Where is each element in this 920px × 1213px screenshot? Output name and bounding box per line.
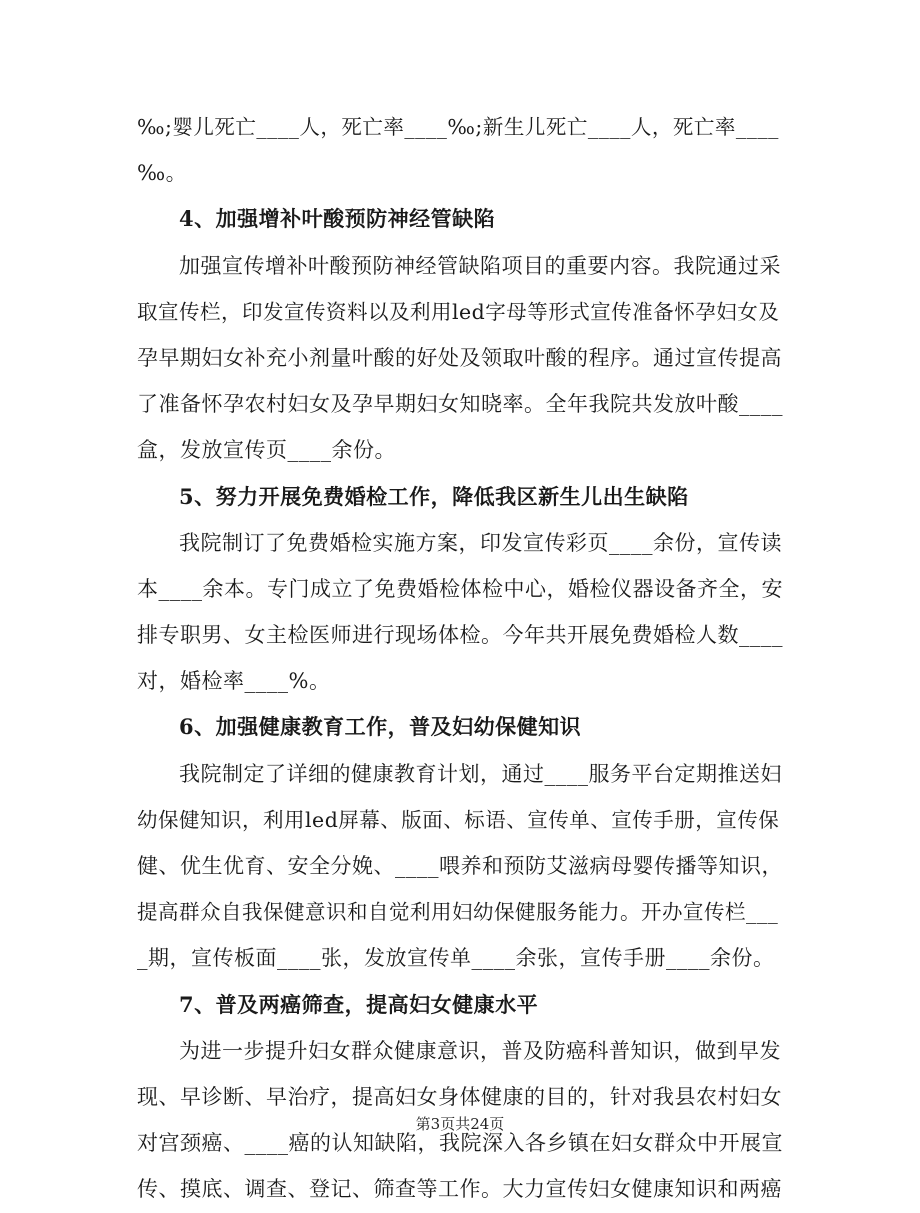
- document-body: [137, 104, 787, 1213]
- paragraph-line: 健、优生优育、安全分娩、____喂养和预防艾滋病母婴传播等知识，: [137, 854, 783, 878]
- paragraph-line: 我院制订了免费婚检实施方案，印发宣传彩页____余份，宣传读: [179, 530, 782, 555]
- paragraph-line: 孕早期妇女补充小剂量叶酸的好处及领取叶酸的程序。通过宣传提高: [137, 345, 782, 370]
- paragraph-line: 对，婚检率____%。: [137, 669, 331, 694]
- paragraph-line: 排专职男、女主检医师进行现场体检。今年共开展免费婚检人数____: [137, 623, 783, 648]
- section-heading: 5、努力开展免费婚检工作，降低我区新生儿出生缺陷: [179, 483, 689, 509]
- paragraph-line: 为进一步提升妇女群众健康意识，普及防癌科普知识，做到早发: [179, 1038, 781, 1063]
- section-heading: 6、加强健康教育工作，普及妇幼保健知识: [179, 714, 582, 740]
- section-heading: 4、加强增补叶酸预防神经管缺陷: [179, 206, 496, 232]
- paragraph-line: 本____余本。专门成立了免费婚检体检中心，婚检仪器设备齐全，安: [137, 576, 783, 601]
- paragraph-line: ‰;婴儿死亡____人，死亡率____‰;新生儿死亡____人，死亡率____: [137, 115, 779, 139]
- paragraph-line: 提高群众自我保健意识和自觉利用妇幼保健服务能力。开办宣传栏___: [137, 900, 779, 925]
- paragraph-line: 我院制定了详细的健康教育计划，通过____服务平台定期推送妇: [179, 761, 782, 786]
- paragraph-line: 幼保健知识，利用led屏幕、版面、标语、宣传单、宣传手册，宣传保: [137, 807, 780, 832]
- page-footer: 第3页共24页: [415, 1115, 505, 1133]
- paragraph-line: 加强宣传增补叶酸预防神经管缺陷项目的重要内容。我院通过采: [179, 253, 781, 278]
- paragraph-line: ‰。: [137, 161, 188, 186]
- paragraph-line: 传、摸底、调查、登记、筛查等工作。大力宣传妇女健康知识和两癌: [137, 1177, 782, 1202]
- paragraph-line: 取宣传栏，印发宣传资料以及利用led字母等形式宣传准备怀孕妇女及: [137, 299, 780, 324]
- section-heading: 7、普及两癌筛查，提高妇女健康水平: [179, 991, 539, 1017]
- paragraph-line: 对宫颈癌、____癌的认知缺陷，我院深入各乡镇在妇女群众中开展宣: [137, 1131, 783, 1156]
- paragraph-line: 盒，发放宣传页____余份。: [137, 438, 396, 463]
- paragraph-line: _期，宣传板面____张，发放宣传单____余张，宣传手册____余份。: [137, 946, 775, 971]
- paragraph-line: 现、早诊断、早治疗，提高妇女身体健康的目的，针对我县农村妇女: [137, 1084, 782, 1109]
- paragraph-line: 了准备怀孕农村妇女及孕早期妇女知晓率。全年我院共发放叶酸____: [137, 392, 783, 417]
